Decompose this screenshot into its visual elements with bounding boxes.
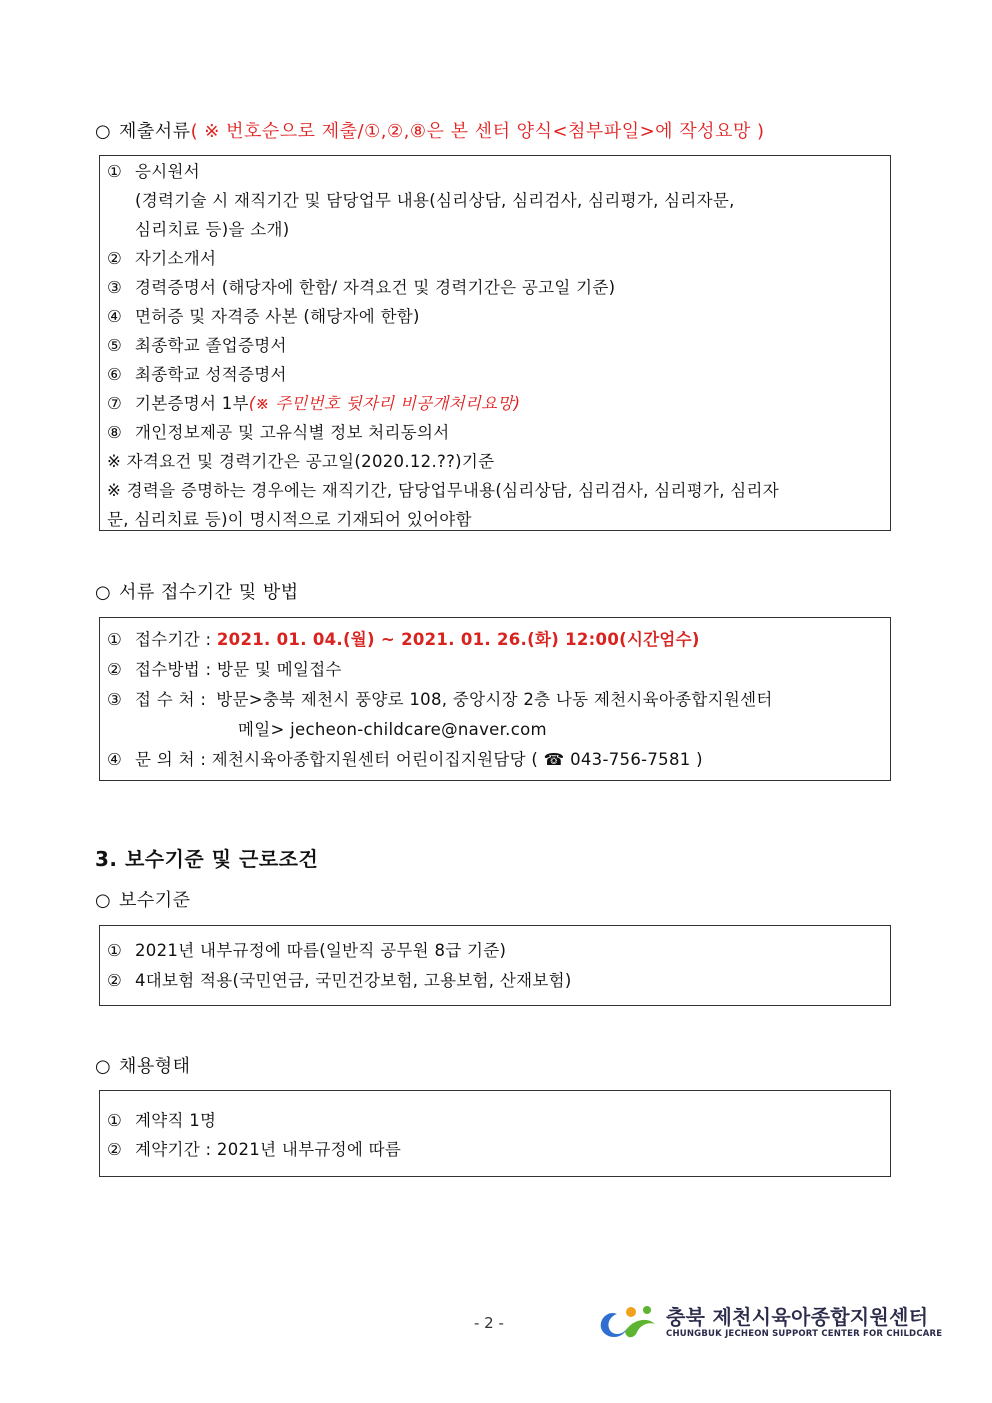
privacy-note: (※ 주민번호 뒷자리 비공개처리요망): [248, 394, 521, 413]
employ-title: 채용형태: [119, 1056, 191, 1077]
circle-marker: ○: [95, 121, 112, 142]
list-item: ⑦ 기본증명서 1부(※ 주민번호 뒷자리 비공개처리요망): [107, 394, 521, 413]
receipt-box: [99, 617, 891, 781]
list-item: ③ 접 수 처 : 방문>충북 제천시 풍양로 108, 중앙시장 2층 나동 제천시육아종합지원센터: [107, 690, 773, 709]
docs-box: [99, 155, 891, 531]
list-item: ⑤ 최종학교 졸업증명서: [107, 336, 287, 355]
circle-marker: ○: [95, 890, 112, 911]
list-item: ⑧ 개인정보제공 및 고유식별 정보 처리동의서: [107, 423, 450, 442]
receipt-heading: [95, 578, 299, 604]
docs-heading: [95, 117, 765, 143]
center-logo-icon: [597, 1302, 661, 1342]
list-item: ① 응시원서: [107, 162, 200, 181]
section-title: 3. 보수기준 및 근로조건: [95, 847, 319, 871]
docs-title: 제출서류: [119, 121, 191, 142]
note-line: 문, 심리치료 등)이 명시적으로 기재되어 있어야함: [107, 510, 472, 529]
list-item: ⑥ 최종학교 성적증명서: [107, 365, 287, 384]
phone-icon: ☎: [543, 750, 565, 769]
list-item: ① 2021년 내부규정에 따름(일반직 공무원 8급 기준): [107, 941, 507, 960]
pay-heading: [95, 886, 191, 912]
circle-marker: ○: [95, 582, 112, 603]
receipt-period: 2021. 01. 04.(월) ~ 2021. 01. 26.(화) 12:00(시간엄수): [216, 630, 700, 649]
page-number: - 2 -: [474, 1314, 504, 1332]
employ-heading: [95, 1052, 191, 1078]
circle-marker: ○: [95, 1056, 112, 1077]
list-item: ② 접수방법 : 방문 및 메일접수: [107, 660, 342, 679]
list-item: ② 자기소개서: [107, 249, 217, 268]
list-item: ① 계약직 1명: [107, 1111, 217, 1130]
center-name-korean: 충북 제천시육아종합지원센터: [666, 1305, 929, 1329]
list-item: ② 4대보험 적용(국민연금, 국민건강보험, 고용보험, 산재보험): [107, 971, 572, 990]
receipt-title: 서류 접수기간 및 방법: [119, 582, 299, 603]
list-item: 심리치료 등)을 소개): [135, 220, 290, 239]
employ-box: [99, 1090, 891, 1177]
note-line: ※ 경력을 증명하는 경우에는 재직기간, 담당업무내용(심리상담, 심리검사, 심리평가, 심리자: [107, 481, 780, 500]
email-line: 메일> jecheon-childcare@naver.com: [238, 720, 547, 739]
pay-box: [99, 925, 891, 1006]
list-item: ④ 면허증 및 자격증 사본 (해당자에 한함): [107, 307, 420, 326]
list-item: (경력기술 시 재직기간 및 담당업무 내용(심리상담, 심리검사, 심리평가, 심리자문,: [135, 191, 735, 210]
list-item: ② 계약기간 : 2021년 내부규정에 따름: [107, 1140, 402, 1159]
list-item: ④ 문 의 처 : 제천시육아종합지원센터 어린이집지원담당 ( ☎ 043-756-7581 ): [107, 750, 703, 769]
pay-title: 보수기준: [119, 890, 191, 911]
center-name-english: CHUNGBUK JECHEON SUPPORT CENTER FOR CHILDCARE: [666, 1329, 943, 1339]
note-line: ※ 자격요건 및 경력기간은 공고일(2020.12.??)기준: [107, 452, 495, 471]
docs-note: ( ※ 번호순으로 제출/①,②,⑧은 본 센터 양식<첨부파일>에 작성요망 ): [190, 121, 765, 142]
list-item: ③ 경력증명서 (해당자에 한함/ 자격요건 및 경력기간은 공고일 기준): [107, 278, 616, 297]
list-item: ① 접수기간 : 2021. 01. 04.(월) ~ 2021. 01. 26.(화) 12:00(시간엄수): [107, 630, 700, 649]
